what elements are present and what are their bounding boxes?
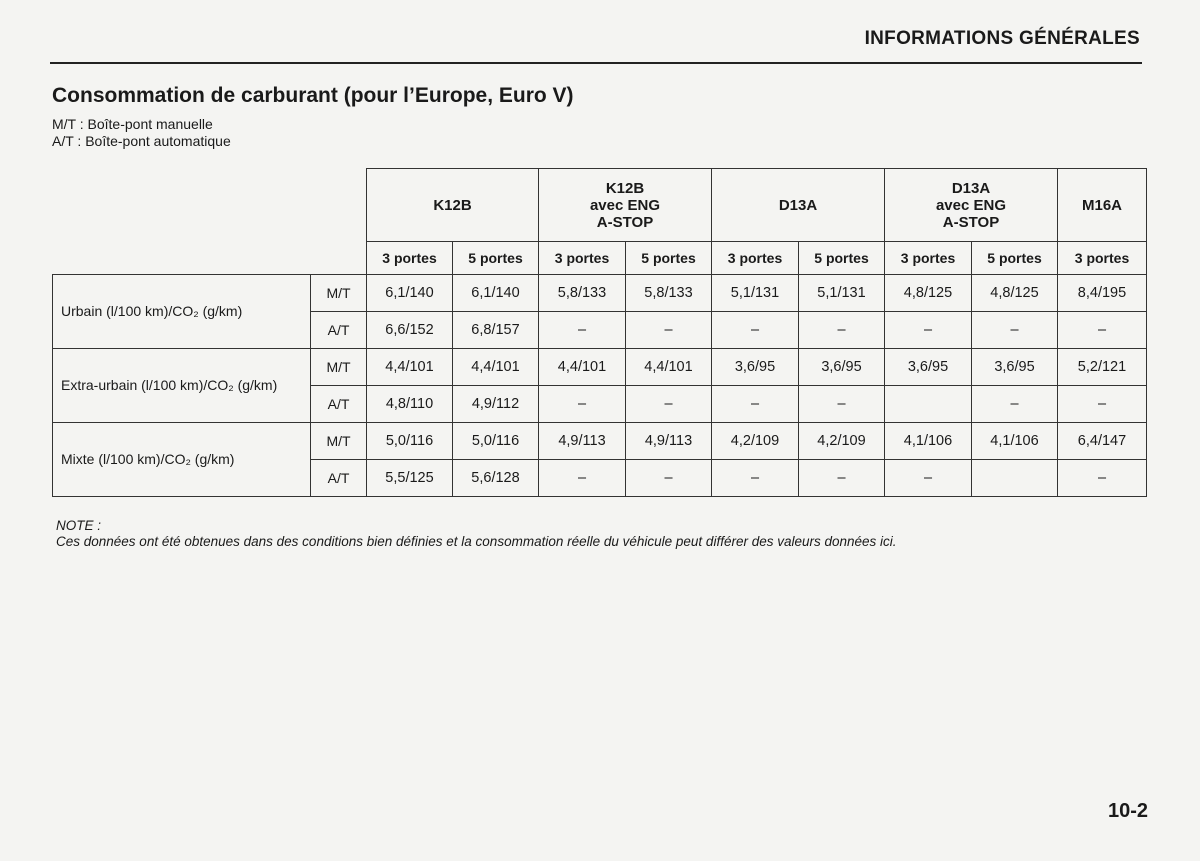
engine-header bbox=[367, 169, 539, 242]
row-group-label: Urbain (l/100 km)/CO₂ (g/km) bbox=[53, 275, 311, 349]
engine-header-line: K12B bbox=[605, 179, 645, 197]
transmission-legend bbox=[52, 116, 231, 150]
value-cell: – bbox=[799, 312, 885, 349]
value-cell: – bbox=[626, 312, 712, 349]
value-cell: 4,4/101 bbox=[626, 349, 712, 386]
transmission-cell: M/T bbox=[311, 423, 367, 460]
value-cell: 4,4/101 bbox=[367, 349, 453, 386]
engine-header-line: A-STOP bbox=[596, 213, 654, 231]
value-cell: – bbox=[972, 386, 1058, 423]
value-cell: 5,2/121 bbox=[1058, 349, 1147, 386]
transmission-cell: A/T bbox=[311, 312, 367, 349]
value-cell: 5,1/131 bbox=[799, 275, 885, 312]
value-cell: – bbox=[712, 312, 799, 349]
page-title: Consommation de carburant (pour l’Europe, Euro V) bbox=[52, 84, 574, 107]
value-cell: – bbox=[626, 460, 712, 497]
value-cell: – bbox=[539, 386, 626, 423]
value-cell: – bbox=[1058, 386, 1147, 423]
header-blank bbox=[53, 169, 367, 242]
row-group-label: Extra-urbain (l/100 km)/CO₂ (g/km) bbox=[53, 349, 311, 423]
value-cell: 4,4/101 bbox=[539, 349, 626, 386]
value-cell: 4,8/125 bbox=[972, 275, 1058, 312]
value-cell: 4,1/106 bbox=[972, 423, 1058, 460]
value-cell: – bbox=[972, 312, 1058, 349]
door-header: 5 portes bbox=[972, 242, 1058, 275]
value-cell: 6,8/157 bbox=[453, 312, 539, 349]
table-row bbox=[53, 275, 1147, 312]
value-cell: 5,6/128 bbox=[453, 460, 539, 497]
door-header: 3 portes bbox=[712, 242, 799, 275]
value-cell: 4,8/125 bbox=[885, 275, 972, 312]
value-cell: 4,2/109 bbox=[799, 423, 885, 460]
value-cell: 3,6/95 bbox=[972, 349, 1058, 386]
engine-header-line: avec ENG bbox=[935, 196, 1007, 214]
note bbox=[56, 518, 1146, 550]
engine-header-line: K12B bbox=[433, 196, 472, 214]
door-header: 5 portes bbox=[453, 242, 539, 275]
door-header: 3 portes bbox=[539, 242, 626, 275]
transmission-cell: M/T bbox=[311, 275, 367, 312]
value-cell: 4,2/109 bbox=[712, 423, 799, 460]
value-cell: 5,1/131 bbox=[712, 275, 799, 312]
transmission-cell: M/T bbox=[311, 349, 367, 386]
value-cell: 3,6/95 bbox=[799, 349, 885, 386]
value-cell: 5,0/116 bbox=[367, 423, 453, 460]
value-cell: 4,9/113 bbox=[539, 423, 626, 460]
value-cell: 4,8/110 bbox=[367, 386, 453, 423]
transmission-cell: A/T bbox=[311, 386, 367, 423]
note-text: Ces données ont été obtenues dans des conditions bien définies et la consommation réelle du véhicule peut différer des valeurs données ici. bbox=[56, 534, 897, 549]
value-cell: 3,6/95 bbox=[712, 349, 799, 386]
engine-header-line: D13A bbox=[951, 179, 991, 197]
door-header: 5 portes bbox=[799, 242, 885, 275]
value-cell: – bbox=[1058, 312, 1147, 349]
engine-header bbox=[885, 169, 1058, 242]
engine-header bbox=[539, 169, 712, 242]
table-row bbox=[53, 423, 1147, 460]
page-number: 10-2 bbox=[1107, 800, 1148, 822]
transmission-cell: A/T bbox=[311, 460, 367, 497]
engine-header-row bbox=[53, 169, 1147, 242]
legend-manual: M/T : Boîte-pont manuelle bbox=[52, 116, 213, 132]
engine-header-line: A-STOP bbox=[942, 213, 1000, 231]
value-cell: 4,4/101 bbox=[453, 349, 539, 386]
engine-header bbox=[1058, 169, 1147, 242]
value-cell: 8,4/195 bbox=[1058, 275, 1147, 312]
section-header: INFORMATIONS GÉNÉRALES bbox=[864, 28, 1140, 49]
fuel-consumption-table bbox=[52, 168, 1147, 497]
door-header-row bbox=[53, 242, 1147, 275]
engine-header bbox=[712, 169, 885, 242]
value-cell: 5,8/133 bbox=[626, 275, 712, 312]
value-cell: – bbox=[539, 460, 626, 497]
legend-automatic: A/T : Boîte-pont automatique bbox=[52, 133, 231, 149]
value-cell: – bbox=[1058, 460, 1147, 497]
header-blank bbox=[53, 242, 367, 275]
value-cell: 5,0/116 bbox=[453, 423, 539, 460]
value-cell: – bbox=[799, 386, 885, 423]
header-rule bbox=[50, 62, 1142, 64]
value-cell: 6,4/147 bbox=[1058, 423, 1147, 460]
value-cell bbox=[885, 386, 972, 423]
value-cell: – bbox=[799, 460, 885, 497]
value-cell: – bbox=[885, 312, 972, 349]
value-cell bbox=[972, 460, 1058, 497]
value-cell: – bbox=[539, 312, 626, 349]
value-cell: 6,6/152 bbox=[367, 312, 453, 349]
value-cell: 4,9/112 bbox=[453, 386, 539, 423]
value-cell: 3,6/95 bbox=[885, 349, 972, 386]
value-cell: – bbox=[885, 460, 972, 497]
value-cell: 6,1/140 bbox=[453, 275, 539, 312]
row-group-label: Mixte (l/100 km)/CO₂ (g/km) bbox=[53, 423, 311, 497]
value-cell: 4,1/106 bbox=[885, 423, 972, 460]
note-label: NOTE : bbox=[56, 518, 102, 533]
value-cell: 4,9/113 bbox=[626, 423, 712, 460]
door-header: 3 portes bbox=[885, 242, 972, 275]
table-row bbox=[53, 349, 1147, 386]
value-cell: – bbox=[712, 386, 799, 423]
value-cell: – bbox=[712, 460, 799, 497]
door-header: 3 portes bbox=[367, 242, 453, 275]
engine-header-line: M16A bbox=[1081, 196, 1122, 214]
value-cell: 6,1/140 bbox=[367, 275, 453, 312]
value-cell: 5,5/125 bbox=[367, 460, 453, 497]
value-cell: 5,8/133 bbox=[539, 275, 626, 312]
door-header: 5 portes bbox=[626, 242, 712, 275]
value-cell: – bbox=[626, 386, 712, 423]
door-header: 3 portes bbox=[1058, 242, 1147, 275]
engine-header-line: avec ENG bbox=[589, 196, 661, 214]
engine-header-line: D13A bbox=[778, 196, 818, 214]
